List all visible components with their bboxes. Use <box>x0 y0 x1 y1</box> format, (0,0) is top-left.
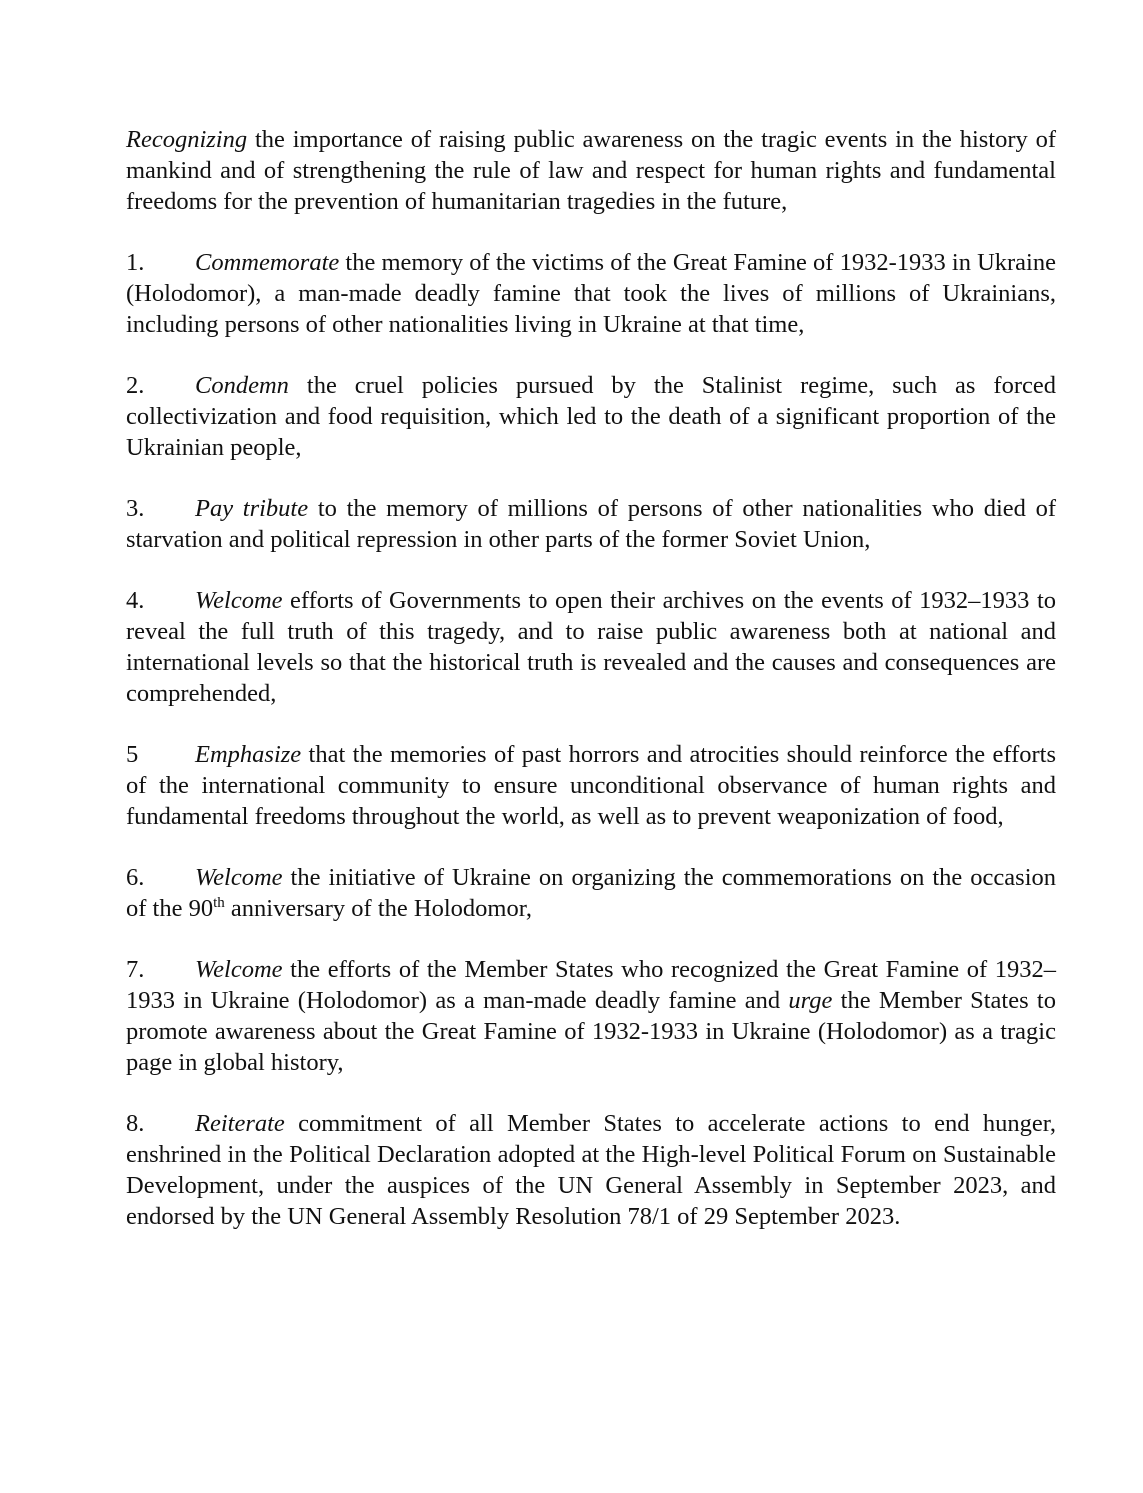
operative-paragraph-3 <box>126 493 1056 555</box>
paragraph-text: the importance of raising public awareness on the tragic events in the history of mankind and of strengthening the rule of law and respect for human rights and fundamental freedoms for the prevention of humanitarian tragedies in the future, <box>126 126 1056 215</box>
paragraph-lead: Welcome <box>195 864 283 891</box>
paragraph-text: the memory of the victims of the Great Famine of 1932-1933 in Ukraine (Holodomor), a man-made deadly famine that took the lives of millions of Ukrainians, including persons of other nationalities living in Ukraine at that time, <box>126 249 1056 338</box>
operative-paragraph-2 <box>126 370 1056 463</box>
paragraph-lead: Welcome <box>195 956 283 983</box>
paragraph-lead: Commemorate <box>195 249 340 276</box>
document-body <box>126 124 1056 1262</box>
paragraph-number: 3. <box>126 495 145 522</box>
operative-paragraph-1 <box>126 247 1056 340</box>
paragraph-number: 1. <box>126 249 145 276</box>
paragraph-text: the initiative of Ukraine on organizing the commemorations on the occasion of the 90 <box>126 864 1056 922</box>
paragraph-text: to the memory of millions of persons of other nationalities who died of starvation and political repression in other parts of the former Soviet Union, <box>126 495 1057 553</box>
paragraph-number: 8. <box>126 1110 145 1137</box>
paragraph-text: that the memories of past horrors and atrocities should reinforce the efforts of the international community to ensure unconditional observance of human rights and fundamental freedoms throughout the world, as well as to prevent weaponization of food, <box>126 741 1056 830</box>
paragraph-text-continued: the Member States to promote awareness about the Great Famine of 1932-1933 in Ukraine (Holodomor) as a tragic page in global history, <box>126 987 1056 1076</box>
paragraph-lead: Welcome <box>195 587 283 614</box>
paragraph-number: 4. <box>126 587 145 614</box>
operative-paragraph-5 <box>126 739 1056 832</box>
paragraph-number: 2. <box>126 372 145 399</box>
paragraph-number: 5 <box>126 741 139 768</box>
paragraph-text: efforts of Governments to open their archives on the events of 1932–1933 to reveal the full truth of this tragedy, and to raise public awareness both at national and international levels so that the historical truth is revealed and the causes and consequences are comprehended, <box>126 587 1056 707</box>
paragraph-text: commitment of all Member States to accelerate actions to end hunger, enshrined in the Political Declaration adopted at the High-level Political Forum on Sustainable Development, under the auspices of the UN General Assembly in September 2023, and endorsed by the UN General Assembly Resolution 78/1 of 29 September 2023. <box>126 1110 1056 1230</box>
operative-paragraph-7 <box>126 954 1056 1078</box>
ordinal-superscript: th <box>213 895 225 911</box>
preamble-paragraph <box>126 124 1056 217</box>
paragraph-lead: Condemn <box>195 372 289 399</box>
paragraph-lead: Recognizing <box>126 126 248 153</box>
paragraph-text: the cruel policies pursued by the Stalinist regime, such as forced collectivization and food requisition, which led to the death of a significant proportion of the Ukrainian people, <box>126 372 1056 461</box>
paragraph-text-continued: anniversary of the Holodomor, <box>224 895 532 922</box>
operative-paragraph-4 <box>126 585 1056 709</box>
paragraph-text: the efforts of the Member States who recognized the Great Famine of 1932–1933 in Ukraine (Holodomor) as a man-made deadly famine and <box>126 956 1056 1014</box>
emphasized-verb: urge <box>788 987 833 1014</box>
paragraph-lead: Emphasize <box>195 741 302 768</box>
paragraph-lead: Pay tribute <box>195 495 309 522</box>
paragraph-lead: Reiterate <box>195 1110 285 1137</box>
operative-paragraph-6 <box>126 862 1056 924</box>
paragraph-number: 7. <box>126 956 145 983</box>
operative-paragraph-8 <box>126 1108 1056 1232</box>
paragraph-number: 6. <box>126 864 145 891</box>
